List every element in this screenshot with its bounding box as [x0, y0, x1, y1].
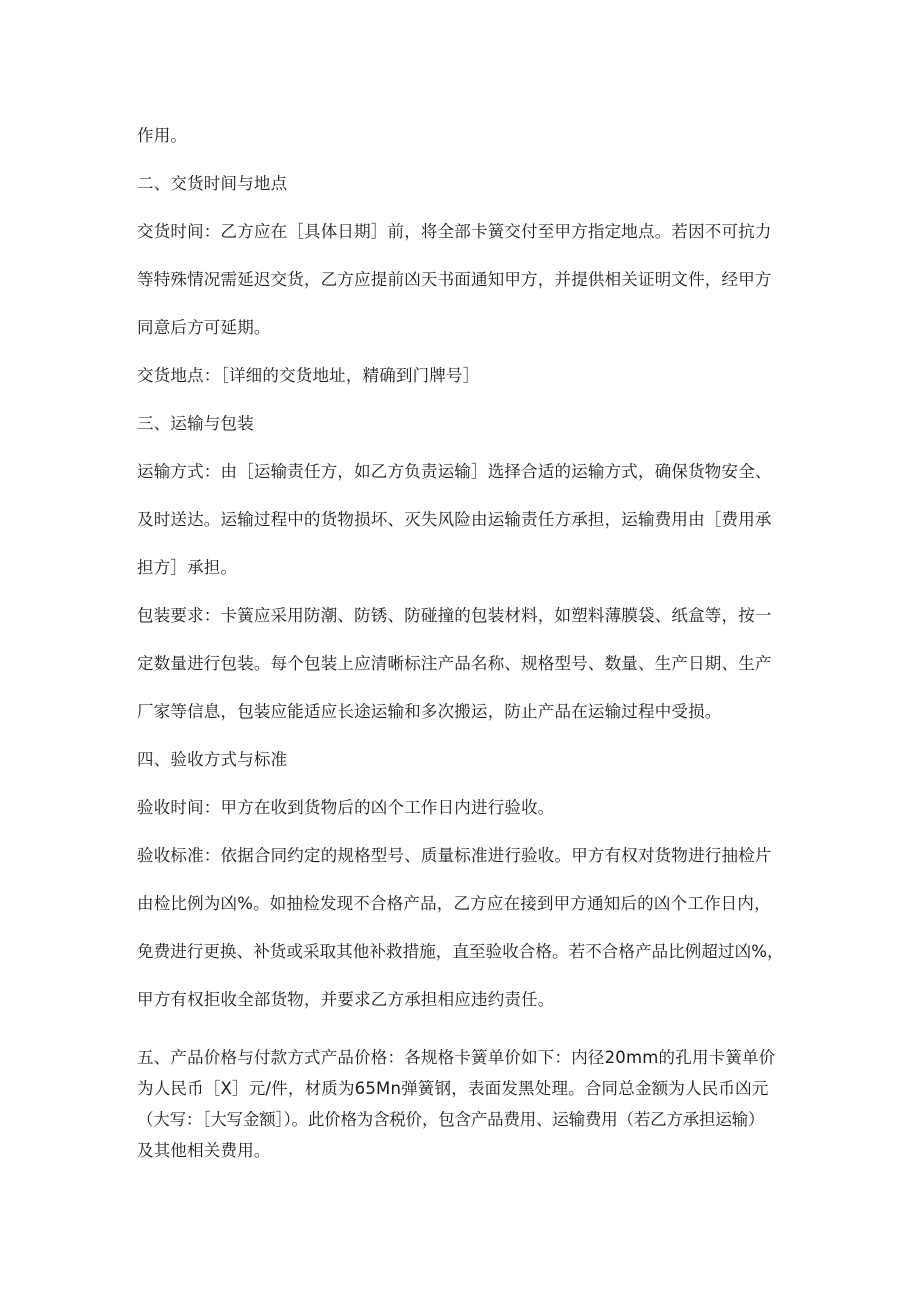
section-heading-price: 五、产品价格与付款方式产品价格：各规格卡簧单价如下：内径20mm的孔用卡簧单价	[137, 1048, 776, 1067]
body-text-line: 等特殊情况需延迟交货，乙方应提前凶天书面通知甲方，并提供相关证明文件，经甲方	[137, 270, 772, 289]
body-text-line: 免费进行更换、补货或采取其他补救措施，直至验收合格。若不合格产品比例超过凶%，	[137, 942, 784, 961]
body-text-line: 定数量进行包装。每个包装上应清晰标注产品名称、规格型号、数量、生产日期、生产	[137, 654, 772, 673]
body-text-line: 包装要求：卡簧应采用防潮、防锈、防碰撞的包装材料，如塑料薄膜袋、纸盒等，按一	[137, 606, 772, 625]
body-text-line: 运输方式：由［运输责任方，如乙方负责运输］选择合适的运输方式，确保货物安全、	[137, 462, 772, 481]
section-heading-transport: 三、运输与包装	[137, 414, 254, 433]
section-heading-acceptance: 四、验收方式与标准	[137, 750, 288, 769]
body-text-line: 为人民币［X］元/件，材质为65Mn弹簧钢，表面发黑处理。合同总金额为人民币凶元	[137, 1079, 769, 1098]
body-text-line: 验收标准：依据合同约定的规格型号、质量标准进行验收。甲方有权对货物进行抽检片	[137, 846, 772, 865]
section-heading-delivery: 二、交货时间与地点	[137, 174, 288, 193]
body-text-line: 交货地点：［详细的交货地址，精确到门牌号］	[137, 366, 480, 385]
body-text-line: 厂家等信息，包装应能适应长途运输和多次搬运，防止产品在运输过程中受损。	[137, 702, 722, 721]
body-text-line: 甲方有权拒收全部货物，并要求乙方承担相应违约责任。	[137, 990, 555, 1009]
body-text-line: 验收时间：甲方在收到货物后的凶个工作日内进行验收。	[137, 798, 555, 817]
body-text-line: 及时送达。运输过程中的货物损坏、灭失风险由运输责任方承担，运输费用由［费用承	[137, 510, 772, 529]
body-text-line: 交货时间：乙方应在［具体日期］前，将全部卡簧交付至甲方指定地点。若因不可抗力	[137, 222, 772, 241]
body-text-line: 由检比例为凶%。如抽检发现不合格产品，乙方应在接到甲方通知后的凶个工作日内，	[137, 894, 771, 913]
body-text-line: 及其他相关费用。	[137, 1141, 271, 1160]
body-text-line: 同意后方可延期。	[137, 318, 271, 337]
body-text-line: 作用。	[137, 126, 188, 145]
body-text-line: 担方］承担。	[137, 558, 238, 577]
body-text-line: （大写：［大写金额］）。此价格为含税价，包含产品费用、运输费用（若乙方承担运输）	[137, 1110, 765, 1129]
